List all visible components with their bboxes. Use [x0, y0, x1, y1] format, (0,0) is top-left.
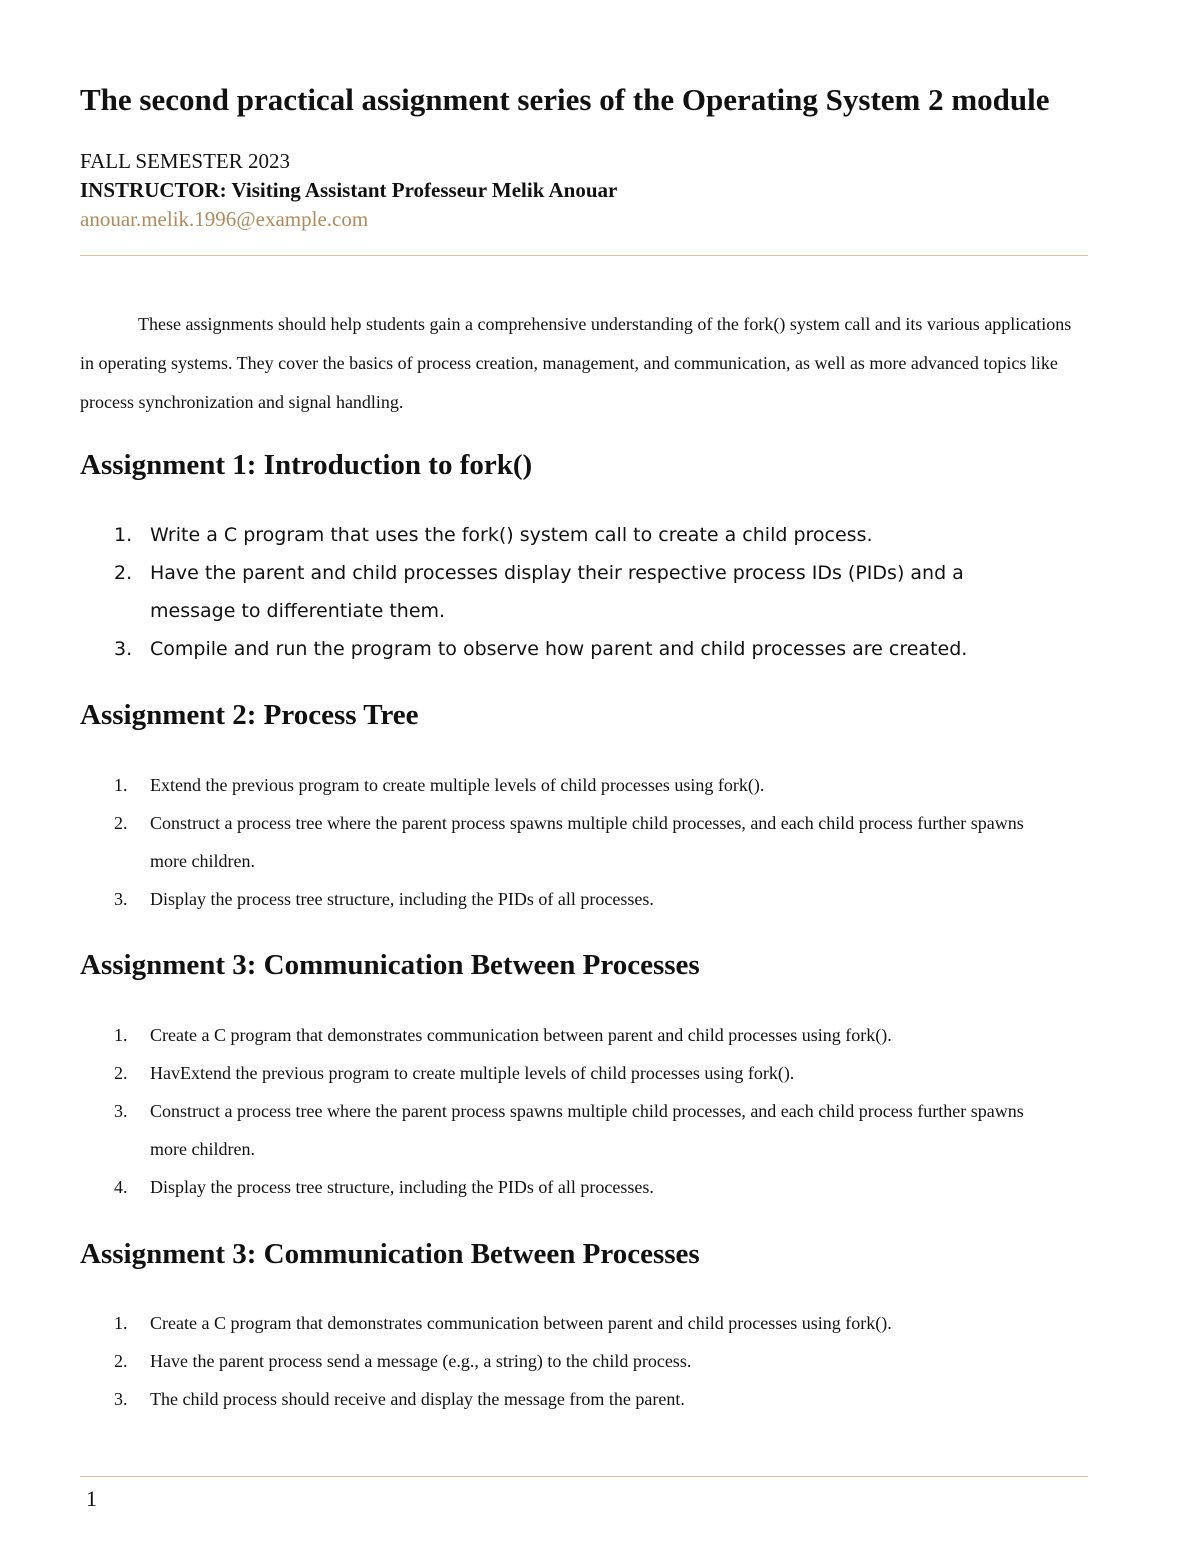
list-item-text: Construct a process tree where the parent process spawns multiple child processes, and each child process further spawns more children.: [150, 813, 1024, 871]
section-heading-assignment-3-repeat: Assignment 3: Communication Between Processes: [80, 1238, 700, 1270]
list-item-text: Write a C program that uses the fork() system call to create a child process.: [150, 524, 873, 546]
section-heading-assignment-1: Assignment 1: Introduction to fork(): [80, 449, 533, 481]
section-heading-assignment-3: Assignment 3: Communication Between Processes: [80, 949, 700, 981]
list-item-number: 2.: [114, 1351, 128, 1371]
document-title: The second practical assignment series of the Operating System 2 module: [80, 82, 1050, 117]
instructor-label: INSTRUCTOR: Visiting Assistant Professeur Melik Anouar: [80, 178, 618, 202]
list-item-text: Display the process tree structure, including the PIDs of all processes.: [150, 1177, 654, 1197]
list-item: [80, 804, 1040, 880]
assignment-3-list: [80, 1016, 1040, 1206]
list-item: [80, 1342, 1040, 1380]
list-item-number: 2.: [114, 1063, 128, 1083]
list-item-number: 1.: [114, 524, 133, 546]
list-item-text: HavExtend the previous program to create multiple levels of child processes using fork().: [150, 1063, 795, 1083]
footer-divider: [80, 1476, 1088, 1477]
semester-label: FALL SEMESTER 2023: [80, 149, 291, 173]
list-item: [80, 1168, 1040, 1206]
list-item: [80, 554, 1040, 630]
list-item-text: Create a C program that demonstrates communication between parent and child processes using fork().: [150, 1025, 892, 1045]
header-divider: [80, 255, 1088, 256]
list-item: [80, 1304, 1040, 1342]
list-item-text: Compile and run the program to observe how parent and child processes are created.: [150, 638, 968, 660]
list-item-number: 3.: [114, 889, 128, 909]
list-item-number: 3.: [114, 638, 133, 660]
list-item-number: 1.: [114, 1025, 128, 1045]
assignment-3-repeat-list: [80, 1304, 1040, 1418]
list-item: [80, 1092, 1040, 1168]
list-item-text: Extend the previous program to create multiple levels of child processes using fork().: [150, 775, 765, 795]
intro-paragraph: These assignments should help students gain a comprehensive understanding of the fork() system call and its various applications in operating systems. They cover the basics of process creation, management, and communication, as well as more advanced topics like process synchronization and signal handling.: [80, 314, 1072, 412]
list-item-number: 3.: [114, 1389, 128, 1409]
list-item: [80, 1016, 1040, 1054]
list-item-text: The child process should receive and display the message from the parent.: [150, 1389, 685, 1409]
list-item-text: Display the process tree structure, including the PIDs of all processes.: [150, 889, 654, 909]
list-item-number: 4.: [114, 1177, 128, 1197]
list-item: [80, 766, 1040, 804]
list-item: [80, 880, 1040, 918]
list-item-text: Have the parent and child processes display their respective process IDs (PIDs) and a message to differentiate them.: [150, 562, 964, 622]
list-item-number: 3.: [114, 1101, 128, 1121]
list-item-number: 1.: [114, 1313, 128, 1333]
assignment-2-list: [80, 766, 1040, 918]
list-item-text: Have the parent process send a message (e.g., a string) to the child process.: [150, 1351, 692, 1371]
page-number: 1: [86, 1486, 97, 1511]
list-item-text: Create a C program that demonstrates communication between parent and child processes using fork().: [150, 1313, 892, 1333]
list-item-number: 2.: [114, 813, 128, 833]
list-item-text: Construct a process tree where the parent process spawns multiple child processes, and each child process further spawns more children.: [150, 1101, 1024, 1159]
list-item: [80, 1380, 1040, 1418]
list-item: [80, 1054, 1040, 1092]
list-item: [80, 516, 1040, 554]
list-item-number: 2.: [114, 562, 133, 584]
instructor-email: anouar.melik.1996@example.com: [80, 207, 369, 231]
section-heading-assignment-2: Assignment 2: Process Tree: [80, 699, 419, 731]
list-item-number: 1.: [114, 775, 128, 795]
assignment-1-list: [80, 516, 1040, 668]
list-item: [80, 630, 1040, 668]
